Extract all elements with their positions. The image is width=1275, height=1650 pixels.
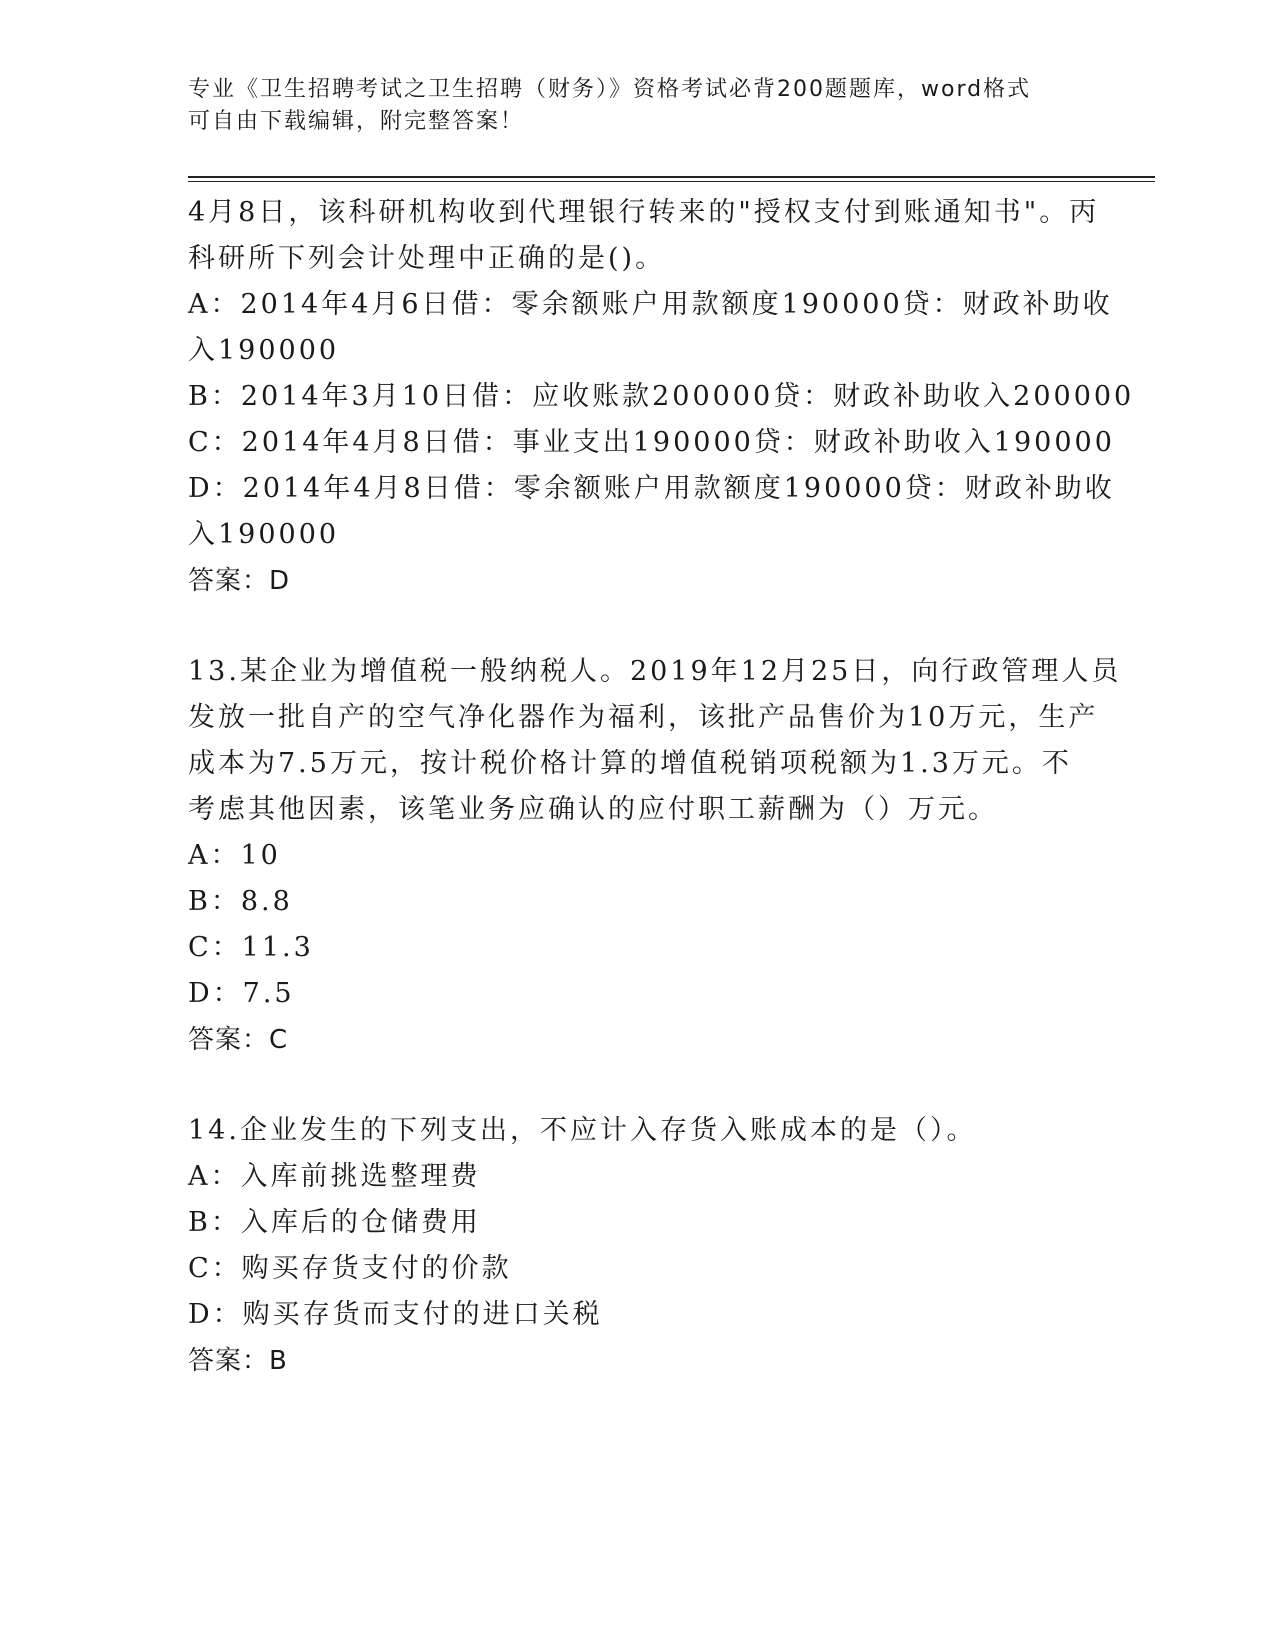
- question-stem: 考虑其他因素，该笔业务应确认的应付职工薪酬为（）万元。: [188, 794, 998, 825]
- option-a: A：10: [188, 840, 281, 871]
- option-b: B：2014年3月10日借：应收账款200000贷：财政补助收入200000: [188, 381, 1135, 412]
- question-stem: 14.企业发生的下列支出，不应计入存货入账成本的是（）。: [188, 1115, 977, 1146]
- question-stem: 4月8日，该科研机构收到代理银行转来的"授权支付到账通知书"。丙: [188, 197, 1100, 228]
- option-a: A：入库前挑选整理费: [188, 1161, 481, 1192]
- option-c: C：2014年4月8日借：事业支出190000贷：财政补助收入190000: [188, 427, 1115, 458]
- spacer: [188, 604, 1088, 649]
- option-b: B：8.8: [188, 886, 293, 917]
- document-header: [188, 74, 1088, 138]
- option-d-continued: 入190000: [188, 519, 340, 550]
- header-title-line-1: 专业《卫生招聘考试之卫生招聘（财务）》资格考试必背200题题库，word格式: [188, 77, 1032, 102]
- question-stem: 科研所下列会计处理中正确的是()。: [188, 243, 666, 274]
- question-stem: 发放一批自产的空气净化器作为福利，该批产品售价为10万元，生产: [188, 702, 1099, 733]
- spacer: [188, 1063, 1088, 1108]
- question-12-continued: [188, 190, 1135, 604]
- option-d: D：2014年4月8日借：零余额账户用款额度190000贷：财政补助收: [188, 473, 1115, 504]
- option-a: A：2014年4月6日借：零余额账户用款额度190000贷：财政补助收: [188, 289, 1113, 320]
- answer-label: 答案：B: [188, 1346, 288, 1376]
- option-a-continued: 入190000: [188, 335, 340, 366]
- answer-label: 答案：C: [188, 1025, 289, 1055]
- question-14: [188, 1108, 1088, 1384]
- option-c: C：购买存货支付的价款: [188, 1253, 512, 1284]
- question-content: [188, 190, 1135, 1384]
- option-d: D：购买存货而支付的进口关税: [188, 1299, 603, 1330]
- question-stem: 13.某企业为增值税一般纳税人。2019年12月25日，向行政管理人员: [188, 656, 1122, 687]
- option-c: C：11.3: [188, 932, 314, 963]
- question-13: [188, 649, 1122, 1063]
- question-stem: 成本为7.5万元，按计税价格计算的增值税销项税额为1.3万元。不: [188, 748, 1072, 779]
- option-b: B：入库后的仓储费用: [188, 1207, 481, 1238]
- answer-label: 答案：D: [188, 566, 291, 596]
- option-d: D：7.5: [188, 978, 295, 1009]
- header-title-line-2: 可自由下载编辑，附完整答案！: [188, 109, 525, 134]
- header-divider: [188, 176, 1155, 182]
